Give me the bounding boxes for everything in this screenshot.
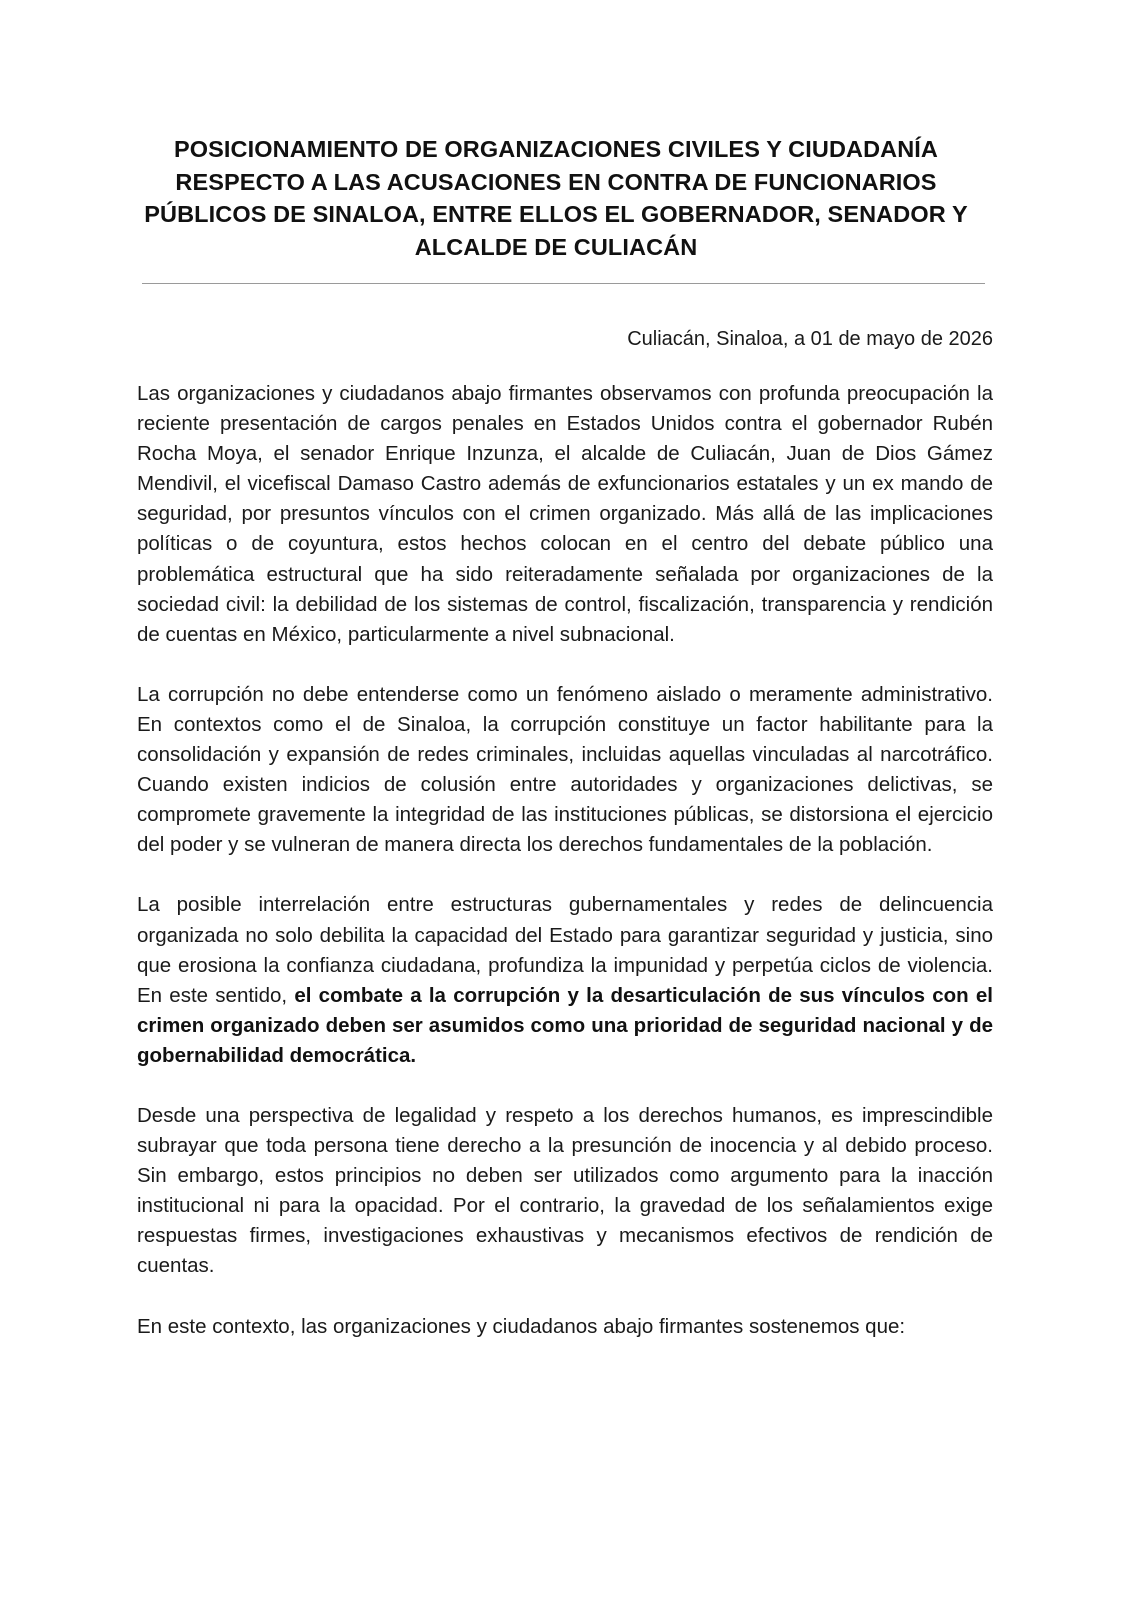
document-body	[137, 379, 993, 1372]
paragraph-3-text: La posible interrelación entre estructuras gubernamentales y redes de delincuencia organizada no solo debilita la capacidad del Estado para garantizar seguridad y justicia, sino que erosiona la confianza ciudadana, profundiza la impunidad y perpetúa ciclos de violencia. En este sentido,	[137, 893, 993, 1007]
dateline: Culiacán, Sinaloa, a 01 de mayo de 2026	[627, 328, 993, 350]
paragraph-2: La corrupción no debe entenderse como un fenómeno aislado o meramente administrativo. En contextos como el de Sinaloa, la corrupción constituye un factor habilitante para la consolidación y expansión de redes criminales, incluidas aquellas vinculadas al narcotráfico. Cuando existen indicios de colusión entre autoridades y organizaciones delictivas, se compromete gravemente la integridad de las instituciones públicas, se distorsiona el ejercicio del poder y se vulneran de manera directa los derechos fundamentales de la población.	[137, 682, 993, 857]
document-title: POSICIONAMIENTO DE ORGANIZACIONES CIVILES Y CIUDADANÍA RESPECTO A LAS ACUSACIONES EN CONTRA DE FUNCIONARIOS PÚBLICOS DE SINALOA, ENTRE ELLOS EL GOBERNADOR, SENADOR Y ALCALDE DE CULIACÁN	[144, 136, 968, 260]
paragraph-4: Desde una perspectiva de legalidad y respeto a los derechos humanos, es imprescindible subrayar que toda persona tiene derecho a la presunción de inocencia y al debido proceso. Sin embargo, estos principios no deben ser utilizados como argumento para la inacción institucional ni para la opacidad. Por el contrario, la gravedad de los señalamientos exige respuestas firmes, investigaciones exhaustivas y mecanismos efectivos de rendición de cuentas.	[137, 1103, 993, 1278]
paragraph-5: En este contexto, las organizaciones y ciudadanos abajo firmantes sostenemos que:	[137, 1314, 906, 1338]
paragraph-3	[137, 890, 993, 1071]
title-divider	[142, 283, 985, 284]
paragraph-1: Las organizaciones y ciudadanos abajo firmantes observamos con profunda preocupación la reciente presentación de cargos penales en Estados Unidos contra el gobernador Rubén Rocha Moya, el senador Enrique Inzunza, el alcalde de Culiacán, Juan de Dios Gámez Mendivil, el vicefiscal Damaso Castro además de exfuncionarios estatales y un ex mando de seguridad, por presuntos vínculos con el crimen organizado. Más allá de las implicaciones políticas o de coyuntura, estos hechos colocan en el centro del debate público una problemática estructural que ha sido reiteradamente señalada por organizaciones de la sociedad civil: la debilidad de los sistemas de control, fiscalización, transparencia y rendición de cuentas en México, particularmente a nivel subnacional.	[137, 382, 993, 646]
paragraph-3-emphasis: el combate a la corrupción y la desarticulación de sus vínculos con el crimen organizado deben ser asumidos como una prioridad de seguridad nacional y de gobernabilidad democrática.	[137, 983, 993, 1067]
